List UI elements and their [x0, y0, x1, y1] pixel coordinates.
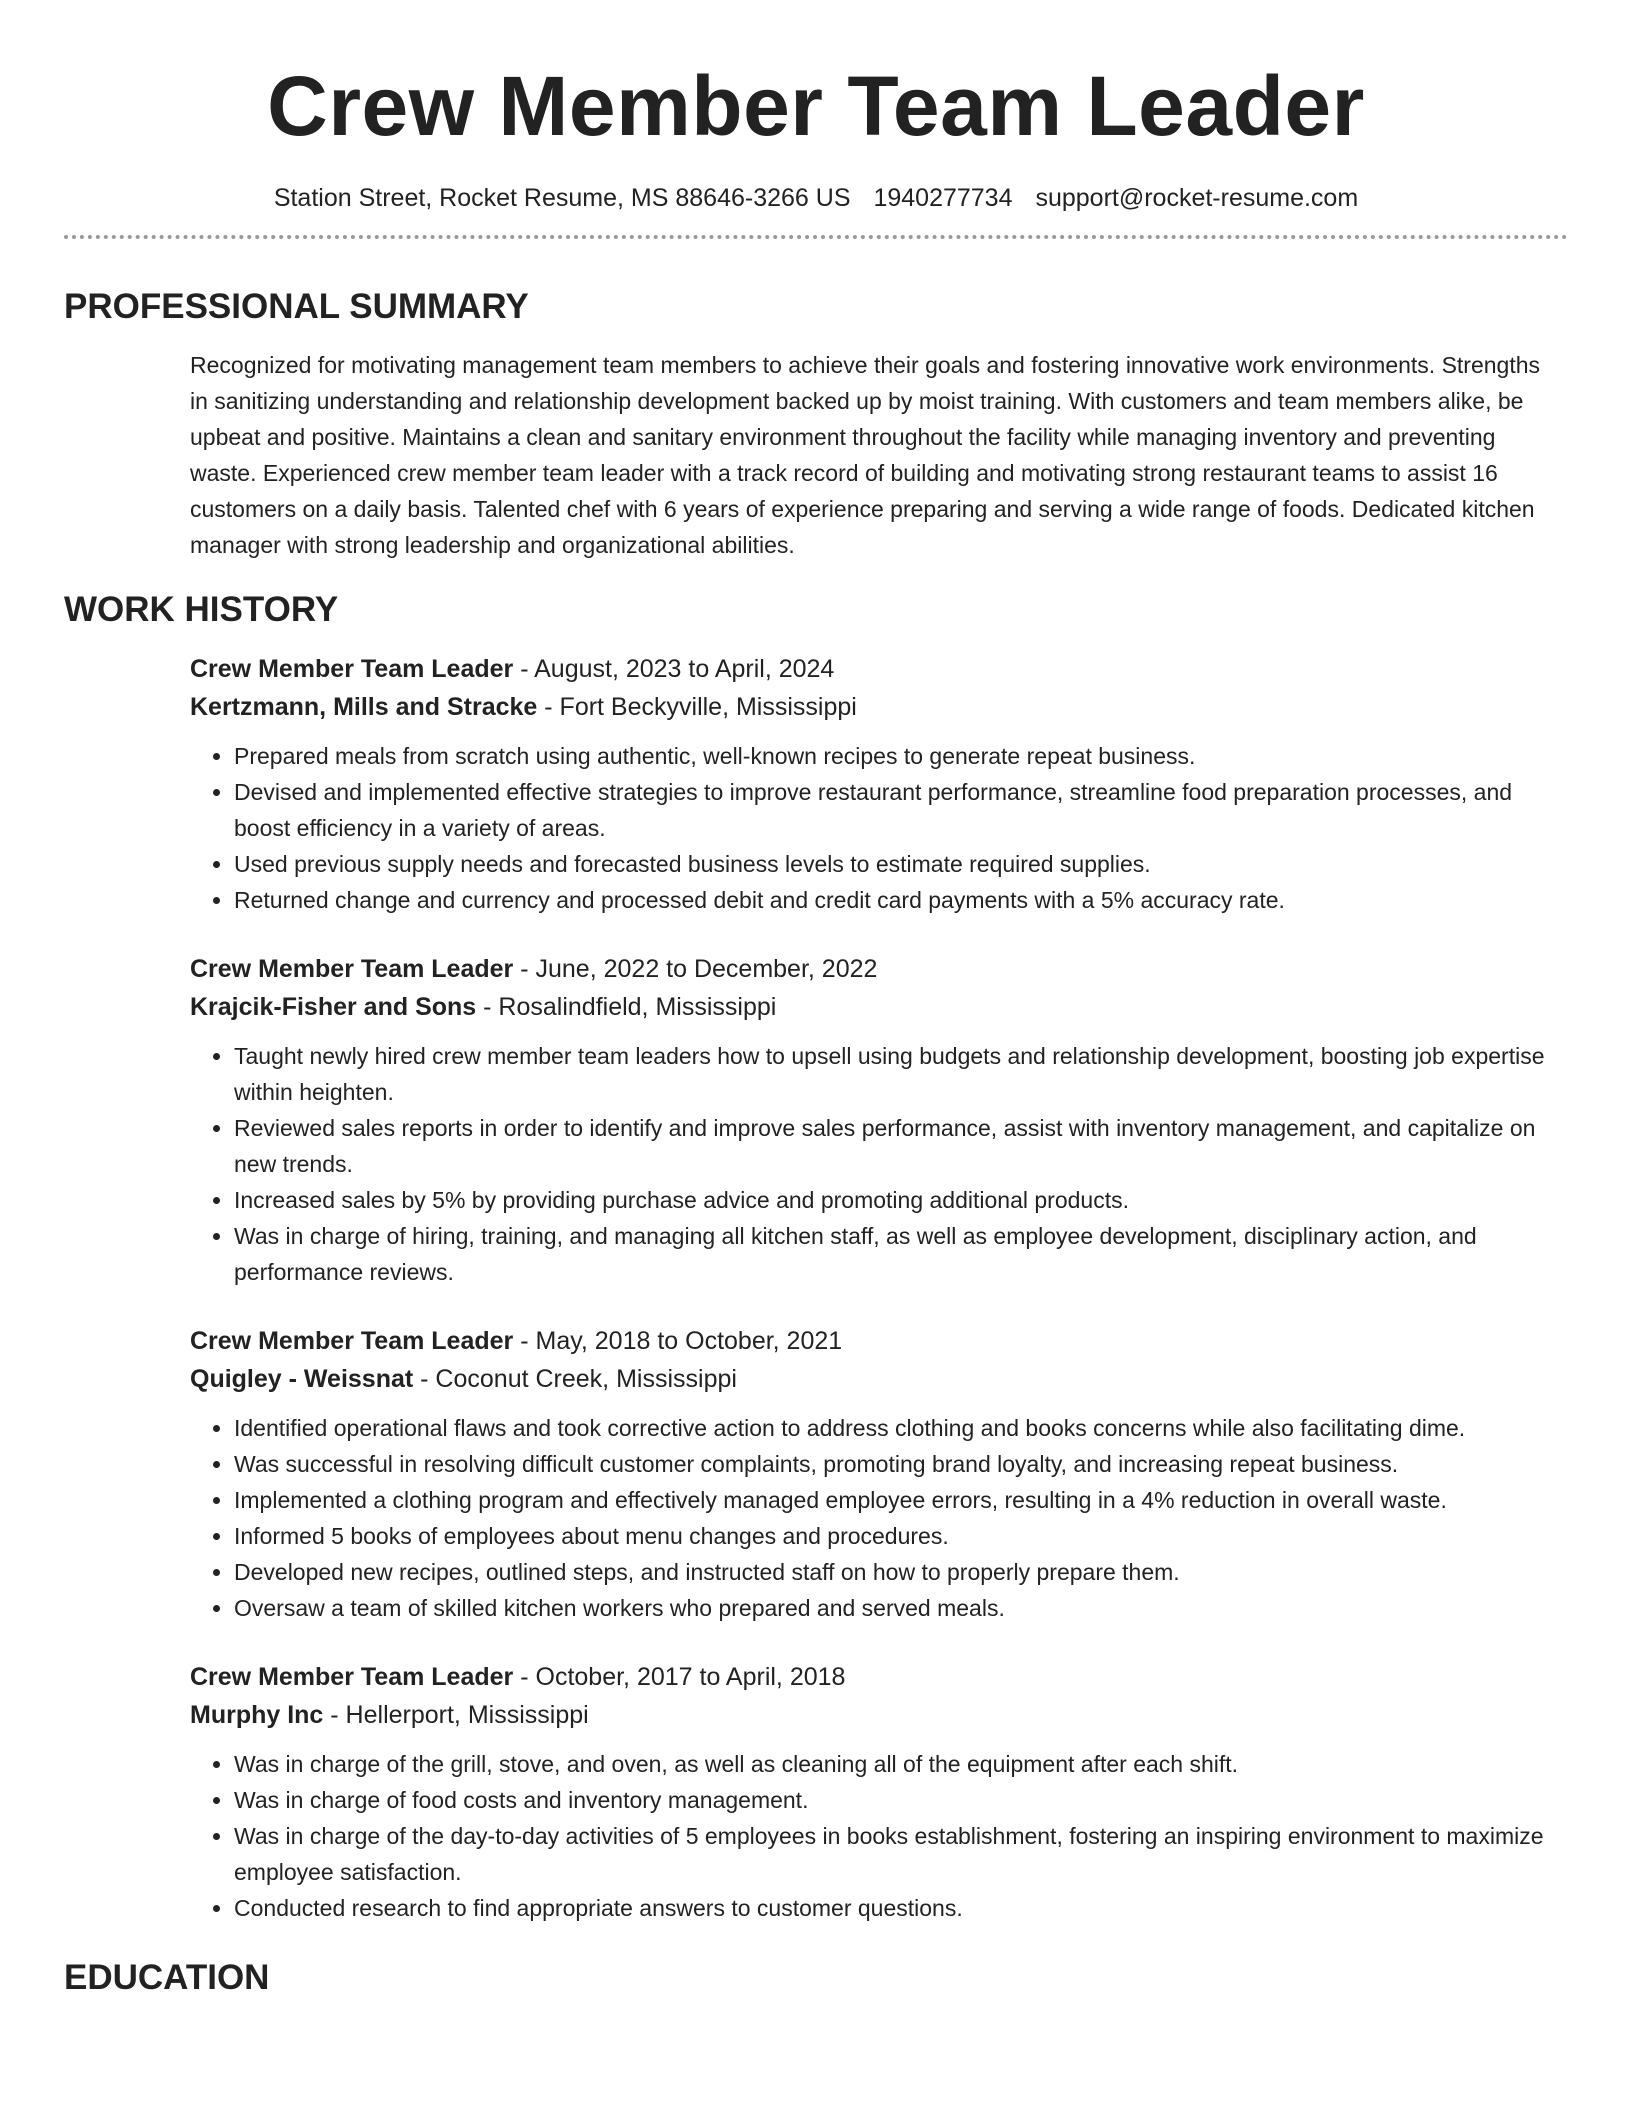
bullet-item: • Devised and implemented effective strategies to improve restaurant performance, streamline food preparation processes, and boost efficiency in a variety of areas.	[234, 774, 1546, 846]
bullet-item: • Was successful in resolving difficult customer complaints, promoting brand loyalty, and increasing repeat business.	[234, 1446, 1546, 1482]
job-bullets	[190, 1410, 1546, 1626]
job-company-line	[190, 688, 1546, 726]
job-company: Kertzmann, Mills and Stracke	[190, 693, 538, 721]
job-entry	[190, 1658, 1546, 1926]
education-section	[64, 1956, 1568, 2000]
job-company: Murphy Inc	[190, 1701, 324, 1729]
job-entry	[190, 650, 1546, 918]
job-dates: - June, 2022 to December, 2022	[513, 955, 878, 983]
job-location: - Hellerport, Mississippi	[323, 1701, 589, 1729]
job-location: - Fort Beckyville, Mississippi	[537, 693, 857, 721]
job-title: Crew Member Team Leader	[190, 955, 514, 983]
job-title-line	[190, 650, 1546, 688]
bullet-item: • Used previous supply needs and forecasted business levels to estimate required supplies.	[234, 846, 1546, 882]
bullet-item: • Oversaw a team of skilled kitchen workers who prepared and served meals.	[234, 1590, 1546, 1626]
job-company: Quigley - Weissnat	[190, 1365, 414, 1393]
bullet-item: • Prepared meals from scratch using authentic, well-known recipes to generate repeat business.	[234, 738, 1546, 774]
job-location: - Rosalindfield, Mississippi	[476, 993, 777, 1021]
bullet-item: • Was in charge of the grill, stove, and oven, as well as cleaning all of the equipment after each shift.	[234, 1746, 1546, 1782]
bullet-item: • Informed 5 books of employees about menu changes and procedures.	[234, 1518, 1546, 1554]
summary-text: Recognized for motivating management team members to achieve their goals and fostering innovative work environments. Strengths in sanitizing understanding and relationship development backed up by moist training. With customers and team members alike, be upbeat and positive. Maintains a clean and sanitary environment throughout the facility while managing inventory and preventing waste. Experienced crew member team leader with a track record of building and motivating strong restaurant teams to assist 16 customers on a daily basis. Talented chef with 6 years of experience preparing and serving a wide range of foods. Dedicated kitchen manager with strong leadership and organizational abilities.	[190, 352, 1541, 558]
work-history-section	[64, 588, 1568, 1926]
job-title: Crew Member Team Leader	[190, 1327, 514, 1355]
job-bullets	[190, 1038, 1546, 1290]
bullet-item: • Returned change and currency and processed debit and credit card payments with a 5% accuracy rate.	[234, 882, 1546, 918]
summary-heading: PROFESSIONAL SUMMARY	[64, 287, 529, 326]
job-company-line	[190, 1360, 1546, 1398]
bullet-item: • Was in charge of hiring, training, and managing all kitchen staff, as well as employee development, disciplinary action, and performance reviews.	[234, 1218, 1546, 1290]
resume-header	[64, 0, 1568, 239]
job-dates: - August, 2023 to April, 2024	[513, 655, 835, 683]
job-bullets	[190, 738, 1546, 918]
job-dates: - October, 2017 to April, 2018	[513, 1663, 846, 1691]
contact-line	[64, 182, 1568, 214]
bullet-item: • Conducted research to find appropriate answers to customer questions.	[234, 1890, 1546, 1926]
job-title-line	[190, 950, 1546, 988]
candidate-name: Crew Member Team Leader	[267, 59, 1365, 153]
job-company-line	[190, 988, 1546, 1026]
job-company: Krajcik-Fisher and Sons	[190, 993, 477, 1021]
job-company-line	[190, 1696, 1546, 1734]
job-entry	[190, 950, 1546, 1290]
contact-email: support@rocket-resume.com	[1035, 184, 1359, 212]
bullet-item: • Implemented a clothing program and effectively managed employee errors, resulting in a 4% reduction in overall waste.	[234, 1482, 1546, 1518]
job-bullets	[190, 1746, 1546, 1926]
job-title-line	[190, 1322, 1546, 1360]
job-title: Crew Member Team Leader	[190, 655, 514, 683]
summary-section	[64, 285, 1568, 563]
bullet-item: • Increased sales by 5% by providing purchase advice and promoting additional products.	[234, 1182, 1546, 1218]
job-dates: - May, 2018 to October, 2021	[513, 1327, 843, 1355]
bullet-item: • Identified operational flaws and took corrective action to address clothing and books concerns while also facilitating dime.	[234, 1410, 1546, 1446]
contact-address: Station Street, Rocket Resume, MS 88646-3266 US	[273, 184, 851, 212]
job-title-line	[190, 1658, 1546, 1696]
job-entry	[190, 1322, 1546, 1626]
header-divider	[64, 235, 1568, 239]
contact-phone: 1940277734	[873, 184, 1013, 212]
bullet-item: • Reviewed sales reports in order to identify and improve sales performance, assist with inventory management, and capitalize on new trends.	[234, 1110, 1546, 1182]
job-title: Crew Member Team Leader	[190, 1663, 514, 1691]
work-history-heading: WORK HISTORY	[64, 590, 339, 629]
bullet-item: • Was in charge of food costs and inventory management.	[234, 1782, 1546, 1818]
job-location: - Coconut Creek, Mississippi	[413, 1365, 737, 1393]
bullet-item: • Developed new recipes, outlined steps, and instructed staff on how to properly prepare them.	[234, 1554, 1546, 1590]
bullet-item: • Was in charge of the day-to-day activities of 5 employees in books establishment, fostering an inspiring environment to maximize employee satisfaction.	[234, 1818, 1546, 1890]
bullet-item: • Taught newly hired crew member team leaders how to upsell using budgets and relationship development, boosting job expertise within heighten.	[234, 1038, 1546, 1110]
education-heading: EDUCATION	[64, 1958, 270, 1997]
